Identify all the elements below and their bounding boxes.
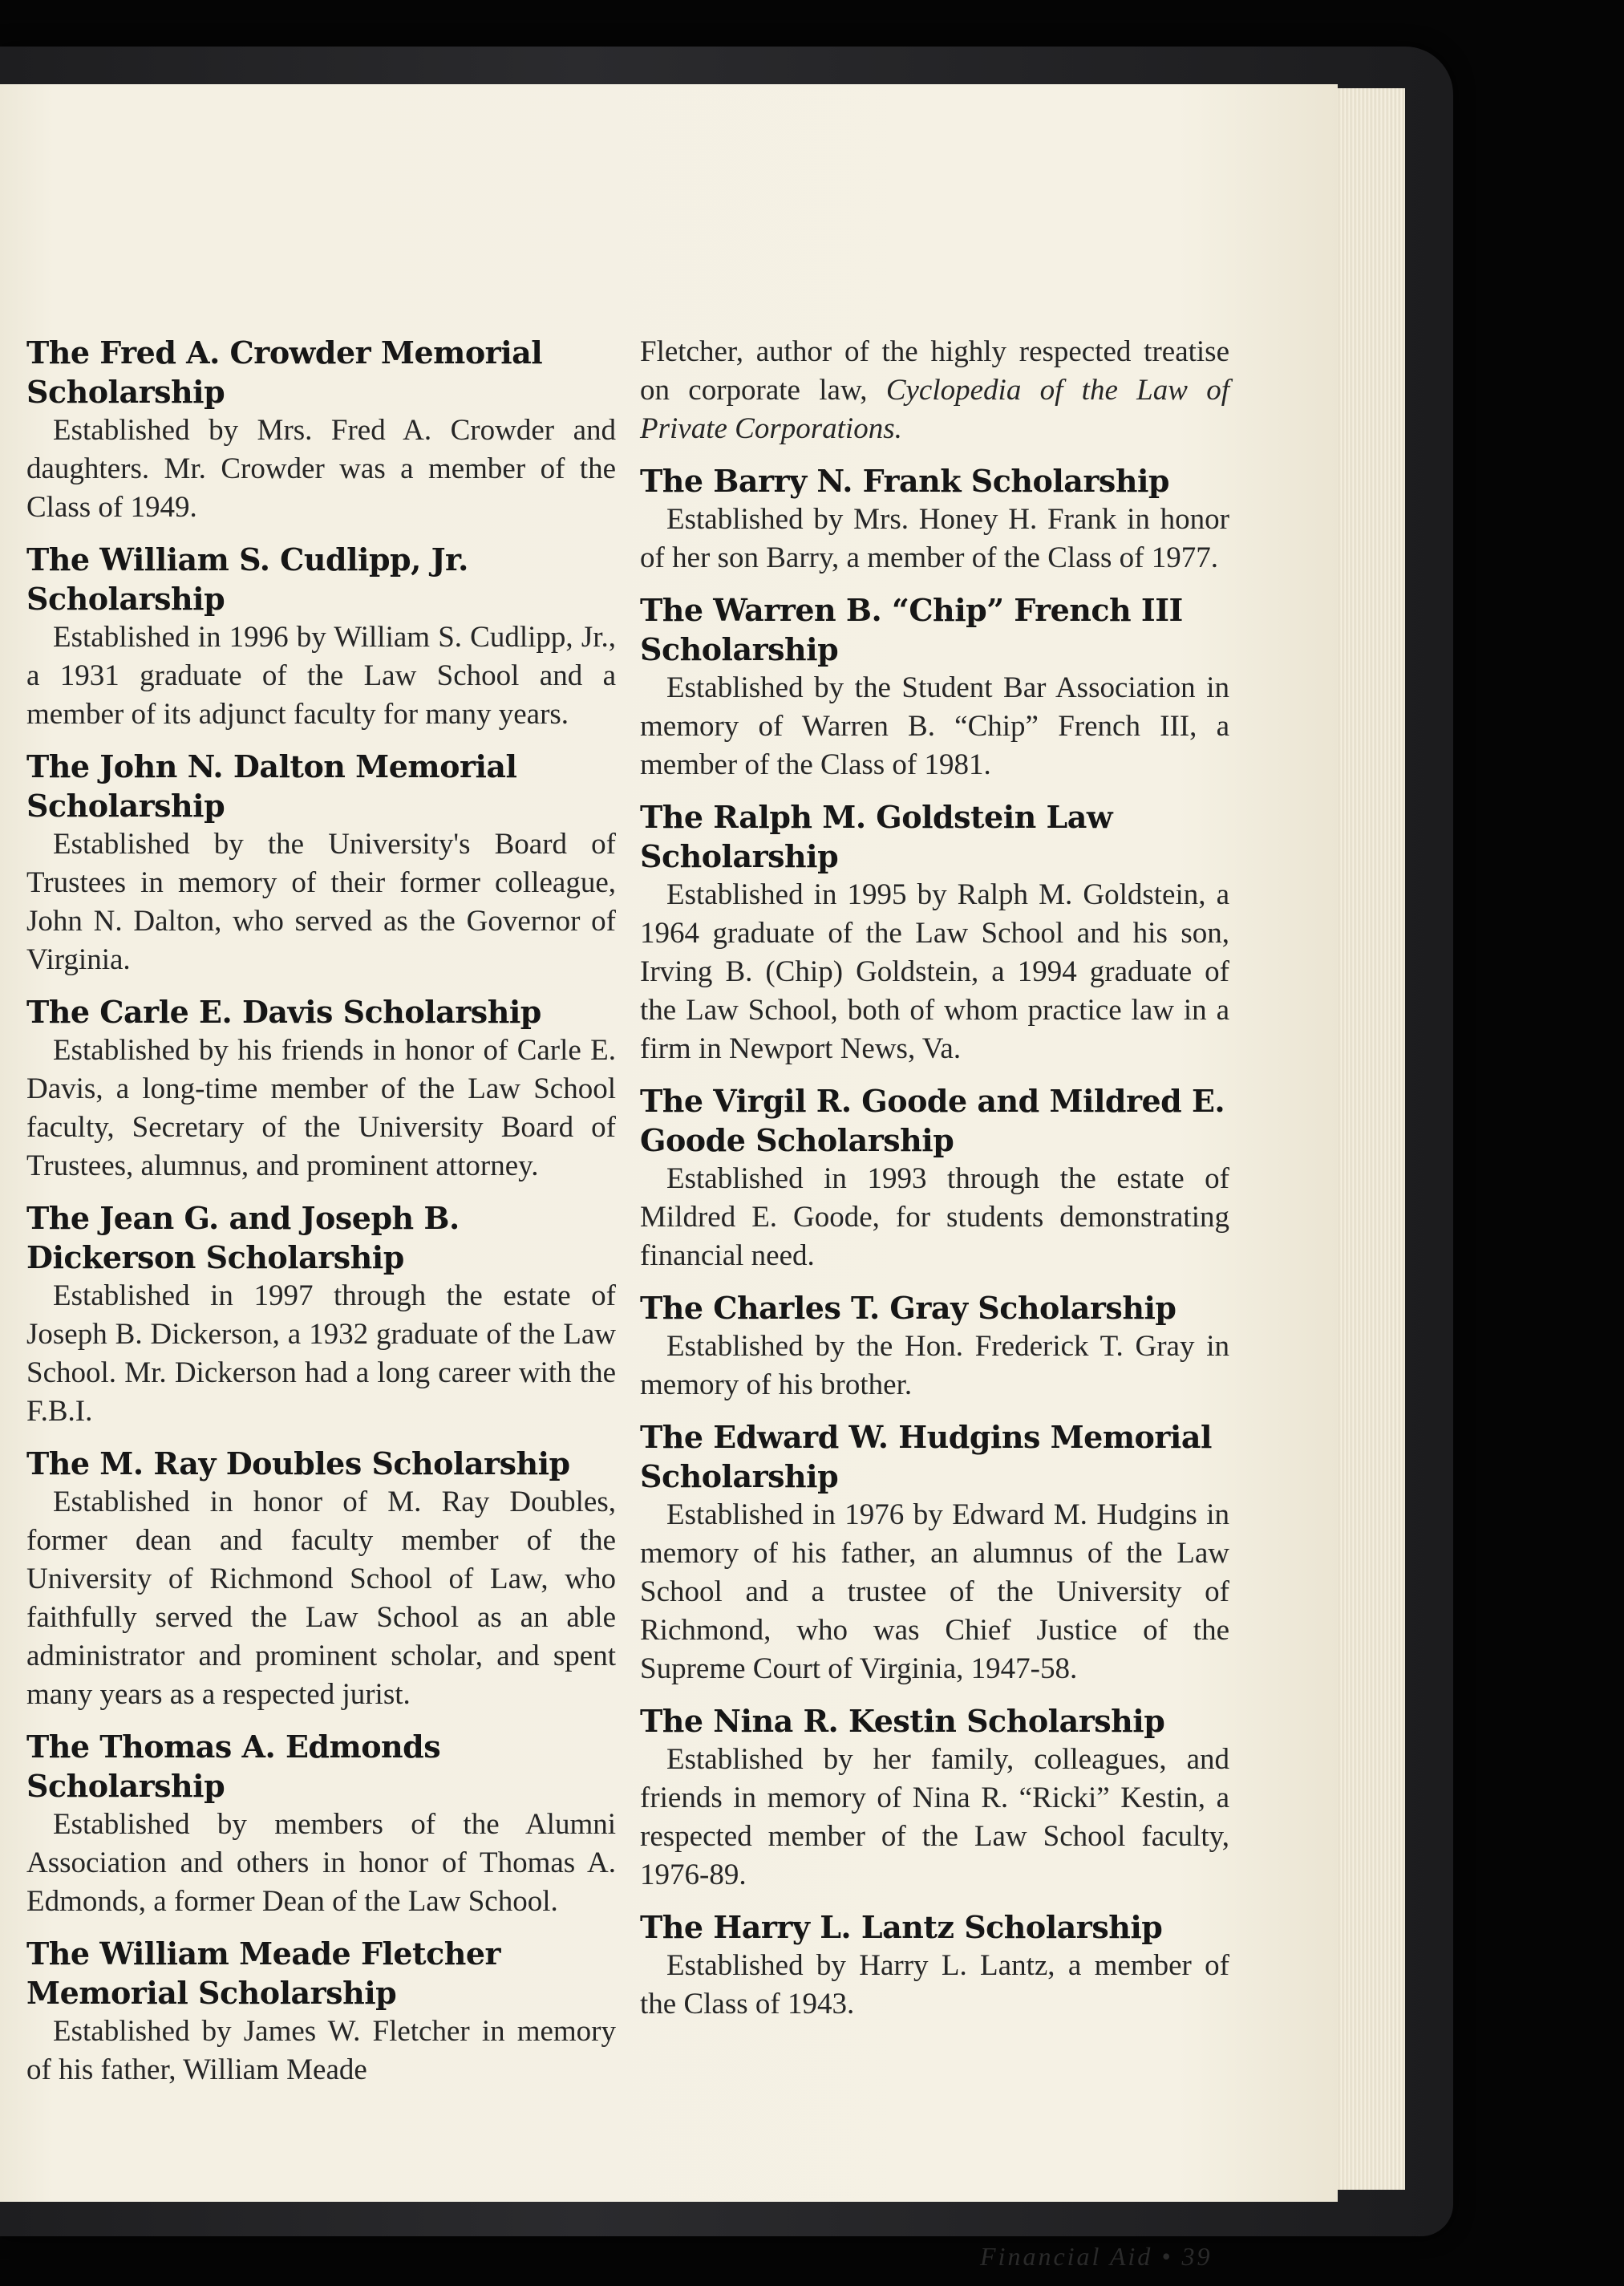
scholarship-title: The William Meade Fletcher Memorial Scholarship bbox=[26, 1935, 501, 2011]
book-page bbox=[0, 84, 1338, 2271]
scholarship-entry bbox=[640, 1288, 1229, 1404]
scholarship-description: Established in 1976 by Edward M. Hudgins in memory of his father, an alumnus of the Law School and a trustee of the University of Richmond, who was Chief Justice of the Supreme Court of Virginia, 1947-58. bbox=[640, 1498, 1229, 1685]
continuation-plain: Fletcher, author of the highly respected treatise on corporate law, bbox=[640, 335, 1229, 407]
scholarship-entry bbox=[640, 1701, 1229, 1895]
right-column bbox=[640, 333, 1229, 2037]
left-column bbox=[26, 333, 616, 2102]
scholarship-title: The Edward W. Hudgins Memorial Scholarship bbox=[640, 1419, 1212, 1494]
scholarship-title: The Barry N. Frank Scholarship bbox=[640, 463, 1169, 499]
scholarship-title: The Ralph M. Goldstein Law Scholarship bbox=[640, 799, 1113, 874]
book-title-italic: Cyclopedia of the Law of Private Corporations. bbox=[640, 374, 1229, 445]
scholarship-entry bbox=[26, 540, 616, 734]
scholarship-description: Established by members of the Alumni Association and others in honor of Thomas A. Edmonds, a former Dean of the Law School. bbox=[26, 1808, 616, 1918]
scholarship-description: Established by the Hon. Frederick T. Gray in memory of his brother. bbox=[640, 1330, 1229, 1401]
scholarship-entry bbox=[26, 1198, 616, 1431]
scholarship-title: The John N. Dalton Memorial Scholarship bbox=[26, 748, 517, 824]
scholarship-entry bbox=[26, 747, 616, 979]
scholarship-title: The Thomas A. Edmonds Scholarship bbox=[26, 1729, 441, 1804]
scholarship-continuation bbox=[640, 333, 1229, 448]
scholarship-title: The Warren B. “Chip” French III Scholarship bbox=[640, 592, 1183, 667]
scholarship-entry bbox=[26, 1934, 616, 2089]
footer-separator: • bbox=[1161, 2242, 1173, 2271]
scholarship-description: Established by his friends in honor of Carle E. Davis, a long-time member of the Law School faculty, Secretary of the University Board of Trustees, alumnus, and prominent attorney. bbox=[26, 1034, 616, 1182]
scholarship-entry bbox=[640, 1907, 1229, 2024]
scholarship-description: Established in 1995 by Ralph M. Goldstein, a 1964 graduate of the Law School and his son, Irving B. (Chip) Goldstein, a 1994 graduate of the Law School, both of whom practice law in a firm in Newport News, Va. bbox=[640, 878, 1229, 1065]
scholarship-description: Established by the University's Board of Trustees in memory of their former colleague, John N. Dalton, who served as the Governor of Virginia. bbox=[26, 828, 616, 976]
scholarship-entry bbox=[26, 333, 616, 527]
scholarship-description: Established by the Student Bar Association in memory of Warren B. “Chip” French III, a member of the Class of 1981. bbox=[640, 671, 1229, 781]
scholarship-title: The Fred A. Crowder Memorial Scholarship bbox=[26, 334, 543, 410]
scholarship-title: The M. Ray Doubles Scholarship bbox=[26, 1445, 570, 1481]
scholarship-entry bbox=[640, 797, 1229, 1068]
footer-section: Financial Aid bbox=[980, 2242, 1153, 2271]
scholarship-title: The Nina R. Kestin Scholarship bbox=[640, 1703, 1165, 1739]
page-footer bbox=[980, 2242, 1212, 2272]
scholarship-entry bbox=[26, 1444, 616, 1714]
scholarship-description: Established in 1996 by William S. Cudlipp, Jr., a 1931 graduate of the Law School and a member of its adjunct faculty for many years. bbox=[26, 621, 616, 731]
scholarship-entry bbox=[640, 1417, 1229, 1688]
page-number: 39 bbox=[1181, 2242, 1213, 2271]
scholarship-description: Established in honor of M. Ray Doubles, former dean and faculty member of the University of Richmond School of Law, who faithfully served the Law School as an able administrator and prominent scholar, and spent many years as a respected jurist. bbox=[26, 1485, 616, 1711]
page-edges bbox=[1331, 88, 1405, 2190]
scholarship-title: The Harry L. Lantz Scholarship bbox=[640, 1909, 1163, 1945]
scholarship-entry bbox=[640, 590, 1229, 784]
scholarship-description: Established by Mrs. Honey H. Frank in honor of her son Barry, a member of the Class of 1977. bbox=[640, 503, 1229, 574]
scholarship-entry bbox=[640, 461, 1229, 578]
scholarship-description: Established in 1997 through the estate of Joseph B. Dickerson, a 1932 graduate of the Law School. Mr. Dickerson had a long career with the F.B.I. bbox=[26, 1279, 616, 1428]
scholarship-title: The Virgil R. Goode and Mildred E. Goode Scholarship bbox=[640, 1083, 1225, 1158]
scholarship-entry bbox=[26, 1727, 616, 1921]
scholarship-description: Established by Harry L. Lantz, a member of the Class of 1943. bbox=[640, 1949, 1229, 2021]
scholarship-description: Established by her family, colleagues, and friends in memory of Nina R. “Ricki” Kestin, a respected member of the Law School faculty, 1976-89. bbox=[640, 1743, 1229, 1891]
continuation-text bbox=[640, 333, 1229, 448]
scholarship-title: The Carle E. Davis Scholarship bbox=[26, 994, 541, 1030]
scholarship-description: Established by James W. Fletcher in memory of his father, William Meade bbox=[26, 2015, 616, 2086]
scholarship-entry bbox=[640, 1081, 1229, 1275]
scholarship-title: The William S. Cudlipp, Jr. Scholarship bbox=[26, 541, 468, 617]
scholarship-description: Established by Mrs. Fred A. Crowder and daughters. Mr. Crowder was a member of the Class of 1949. bbox=[26, 414, 616, 524]
scholarship-title: The Charles T. Gray Scholarship bbox=[640, 1290, 1176, 1326]
scholarship-entry bbox=[26, 992, 616, 1186]
scholarship-description: Established in 1993 through the estate of Mildred E. Goode, for students demonstrating financial need. bbox=[640, 1162, 1229, 1272]
scholarship-title: The Jean G. and Joseph B. Dickerson Scholarship bbox=[26, 1200, 460, 1275]
